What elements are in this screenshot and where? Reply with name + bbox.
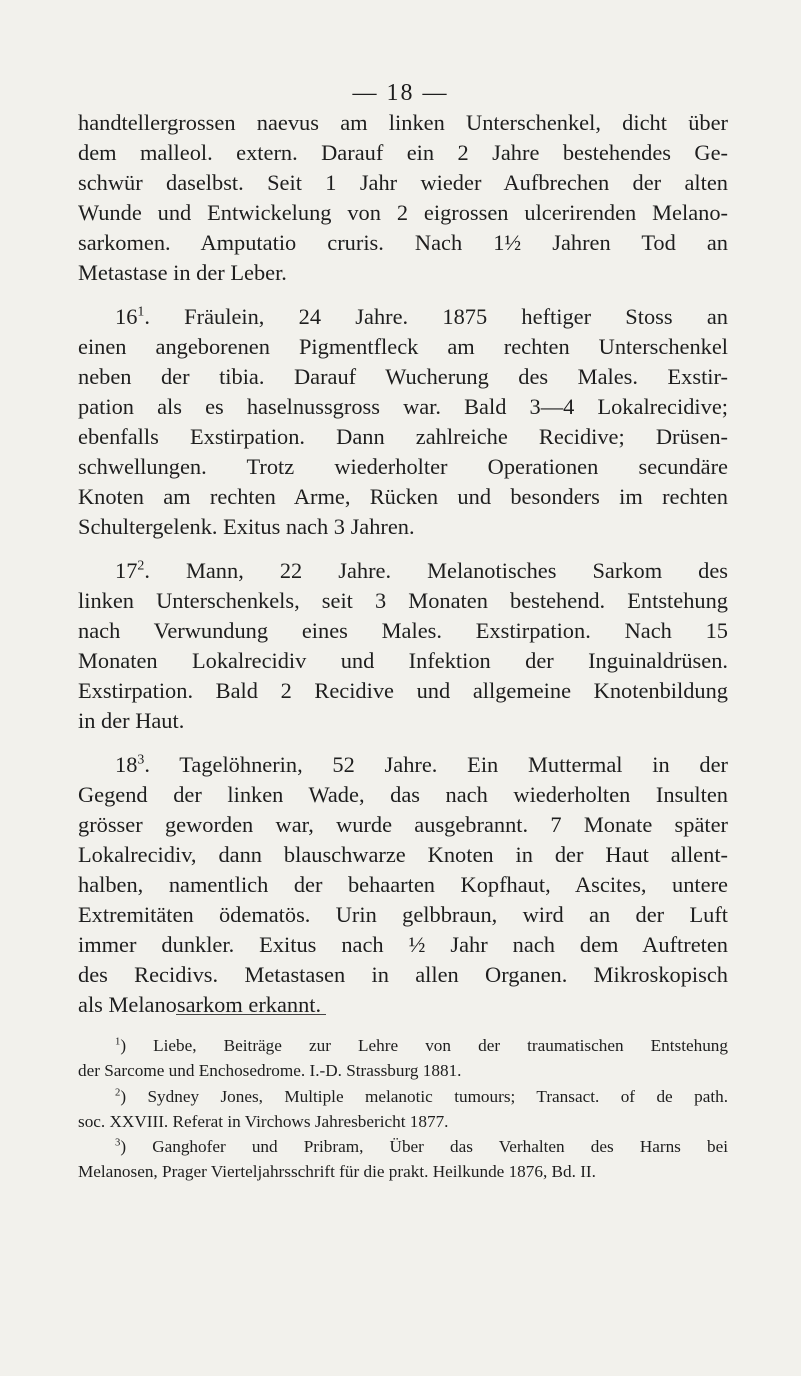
text-line: dem malleol. extern. Darauf ein 2 Jahre bestehendes Ge-	[78, 140, 728, 165]
text-line: schwellungen. Trotz wiederholter Operationen secundäre	[78, 454, 728, 479]
text-line: des Recidivs. Metastasen in allen Organen. Mikroskopisch	[78, 962, 728, 987]
text-line: schwür daselbst. Seit 1 Jahr wieder Aufbrechen der alten	[78, 170, 728, 195]
text-line: neben der tibia. Darauf Wucherung des Males. Exstir-	[78, 364, 728, 389]
text-line: Exstirpation. Bald 2 Recidive und allgemeine Knotenbildung	[78, 678, 728, 703]
text-line: Knoten am rechten Arme, Rücken und besonders im rechten	[78, 484, 728, 509]
text-line: Extremitäten ödematös. Urin gelbbraun, wird an der Luft	[78, 902, 728, 927]
text-line: Monaten Lokalrecidiv und Infektion der Inguinaldrüsen.	[78, 648, 728, 673]
text-line: als Melanosarkom erkannt.	[78, 992, 322, 1017]
paragraph-first-line	[78, 750, 728, 780]
text-line: sarkomen. Amputatio cruris. Nach 1½ Jahren Tod an	[78, 230, 728, 255]
footnote-line: soc. XXVIII. Referat in Virchows Jahresbericht 1877.	[78, 1111, 449, 1131]
footnote-reference: 3	[137, 752, 145, 768]
text-line: Lokalrecidiv, dann blauschwarze Knoten in der Haut allent-	[78, 842, 728, 867]
case-number: 17	[115, 558, 138, 583]
footnote-2	[78, 1084, 728, 1135]
text-line: Metastase in der Leber.	[78, 260, 287, 285]
case-paragraph-continued	[78, 108, 728, 288]
case-paragraph-16	[78, 302, 728, 542]
footnote-1	[78, 1033, 728, 1084]
text-line: grösser geworden war, wurde ausgebrannt. 7 Monate später	[78, 812, 728, 837]
body-text	[78, 108, 728, 1020]
case-number: 16	[115, 304, 138, 329]
footnote-marker: 2	[115, 1086, 121, 1098]
page-number: — 18 —	[352, 80, 449, 106]
case-paragraph-17	[78, 556, 728, 736]
footnote-reference: 1	[137, 304, 145, 320]
text-line: einen angeborenen Pigmentfleck am rechten Unterschenkel	[78, 334, 728, 359]
text-line: linken Unterschenkels, seit 3 Monaten bestehend. Entstehung	[78, 588, 728, 613]
paragraph-first-line	[78, 556, 728, 586]
text-line: Schultergelenk. Exitus nach 3 Jahren.	[78, 514, 415, 539]
text-line: Gegend der linken Wade, das nach wiederholten Insulten	[78, 782, 728, 807]
text-line: pation als es haselnussgross war. Bald 3—4 Lokalrecidive;	[78, 394, 728, 419]
case-number: 18	[115, 752, 138, 777]
footnote-divider	[176, 1014, 326, 1015]
footnote-line: Melanosen, Prager Vierteljahrsschrift für die prakt. Heilkunde 1876, Bd. II.	[78, 1162, 596, 1182]
text-line: halben, namentlich der behaarten Kopfhaut, Ascites, untere	[78, 872, 728, 897]
footnote-first-line	[78, 1033, 728, 1058]
text-line: immer dunkler. Exitus nach ½ Jahr nach dem Auftreten	[78, 932, 728, 957]
text-line: ebenfalls Exstirpation. Dann zahlreiche Recidive; Drüsen-	[78, 424, 728, 449]
text-line: in der Haut.	[78, 708, 185, 733]
footnote-text: ) Liebe, Beiträge zur Lehre von der traumatischen Entstehung	[120, 1036, 728, 1055]
text-line: nach Verwundung eines Males. Exstirpation. Nach 15	[78, 618, 728, 643]
footnotes	[78, 1033, 728, 1185]
footnote-marker: 3	[115, 1137, 121, 1149]
footnote-3	[78, 1134, 728, 1185]
footnote-text: ) Sydney Jones, Multiple melanotic tumours; Transact. of de path.	[120, 1086, 728, 1106]
text-line: handtellergrossen naevus am linken Unterschenkel, dicht über	[78, 110, 728, 135]
footnote-first-line	[78, 1134, 728, 1159]
footnote-first-line	[78, 1084, 728, 1109]
case-paragraph-18	[78, 750, 728, 1020]
footnote-reference: 2	[137, 558, 145, 574]
footnote-line: der Sarcome und Enchosedrome. I.-D. Strassburg 1881.	[78, 1061, 462, 1081]
footnote-marker: 1	[115, 1036, 121, 1048]
paragraph-first-line	[78, 302, 728, 332]
text-fragment: . Tagelöhnerin, 52 Jahre. Ein Muttermal in der	[144, 752, 728, 777]
footnote-text: ) Ganghofer und Pribram, Über das Verhalten des Harns bei	[120, 1137, 728, 1157]
text-line: Wunde und Entwickelung von 2 eigrossen ulcerirenden Melano-	[78, 200, 728, 225]
text-fragment: . Mann, 22 Jahre. Melanotisches Sarkom des	[144, 558, 728, 583]
text-fragment: . Fräulein, 24 Jahre. 1875 heftiger Stoss an	[144, 304, 728, 329]
